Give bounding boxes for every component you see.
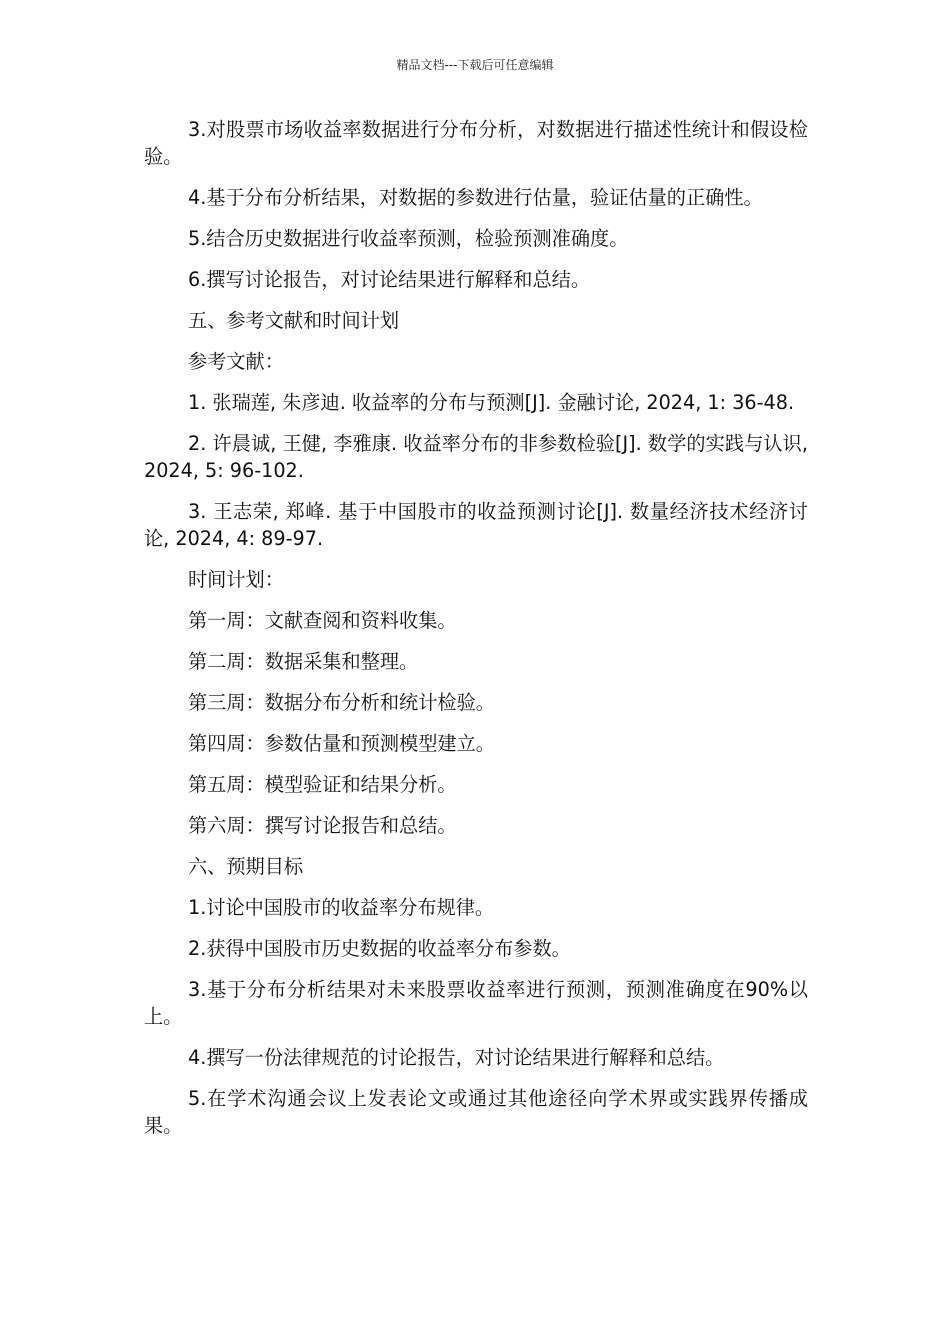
goal-item-5: 5.在学术沟通会议上发表论文或通过其他途径向学术界或实践界传播成果。: [144, 1087, 808, 1137]
goal-item-1: 1.讨论中国股市的收益率分布规律。: [188, 896, 495, 919]
reference-item-2: 2. 许晨诚, 王健, 李雅康. 收益率分布的非参数检验[J]. 数学的实践与认识, 2024, 5: 96-102.: [144, 432, 808, 482]
document-body: [144, 116, 808, 1153]
goal-item-4: 4.撰写一份法律规范的讨论报告，对讨论结果进行解释和总结。: [188, 1046, 725, 1069]
section-heading-expected-goals: 六、预期目标: [188, 855, 304, 878]
references-label: 参考文献：: [188, 350, 284, 373]
goal-item-2: 2.获得中国股市历史数据的收益率分布参数。: [188, 937, 571, 960]
schedule-week-4: 第四周：参数估量和预测模型建立。: [188, 732, 495, 755]
schedule-week-6: 第六周：撰写讨论报告和总结。: [188, 814, 457, 837]
schedule-label: 时间计划：: [188, 568, 284, 591]
paragraph-step-5: 5.结合历史数据进行收益率预测，检验预测准确度。: [188, 227, 629, 250]
schedule-week-3: 第三周：数据分布分析和统计检验。: [188, 691, 495, 714]
page-header: 精品文档---下载后可任意编辑: [396, 58, 554, 72]
schedule-week-1: 第一周：文献查阅和资料收集。: [188, 609, 457, 632]
reference-item-3: 3. 王志荣, 郑峰. 基于中国股市的收益预测讨论[J]. 数量经济技术经济讨论, 2024, 4: 89-97.: [144, 500, 808, 550]
paragraph-step-6: 6.撰写讨论报告，对讨论结果进行解释和总结。: [188, 268, 591, 291]
paragraph-step-3: 3.对股票市场收益率数据进行分布分析，对数据进行描述性统计和假设检验。: [144, 118, 808, 168]
section-heading-references-schedule: 五、参考文献和时间计划: [188, 309, 400, 332]
paragraph-step-4: 4.基于分布分析结果，对数据的参数进行估量，验证估量的正确性。: [188, 186, 763, 209]
goal-item-3: 3.基于分布分析结果对未来股票收益率进行预测，预测准确度在90%以上。: [144, 978, 808, 1028]
reference-item-1: 1. 张瑞莲, 朱彦迪. 收益率的分布与预测[J]. 金融讨论, 2024, 1: 36-48.: [188, 391, 795, 414]
schedule-week-5: 第五周：模型验证和结果分析。: [188, 773, 457, 796]
schedule-week-2: 第二周：数据采集和整理。: [188, 650, 419, 673]
